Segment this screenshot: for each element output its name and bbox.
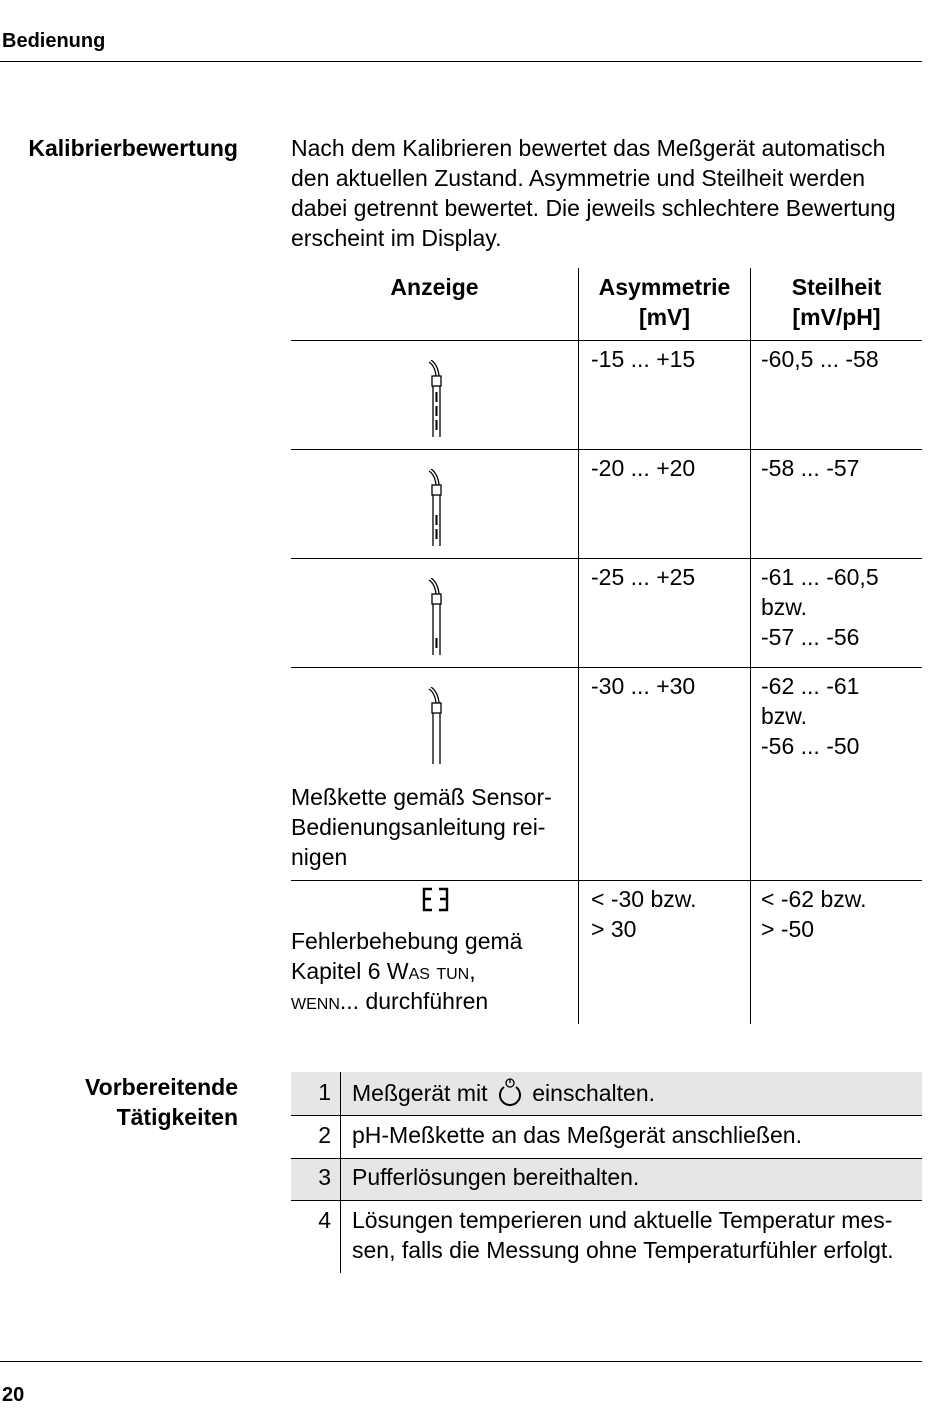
electrode-3-bars-icon	[425, 360, 447, 440]
preparation-label	[0, 1072, 238, 1132]
asymmetry-value	[591, 884, 696, 944]
step-row	[291, 1159, 922, 1200]
step-text-line: Lösungen temperieren und aktuelle Temperatur mes-	[352, 1207, 893, 1233]
slope-line: -61 ... -60,5	[761, 564, 879, 590]
note-line: Fehlerbehebung gemä	[291, 928, 523, 954]
calibration-table	[291, 268, 922, 1024]
slope-value	[761, 671, 859, 761]
asymmetry-line: > 30	[591, 916, 637, 942]
step-text	[352, 1205, 922, 1265]
asymmetry-value: -25 ... +25	[591, 564, 696, 590]
slope-value	[761, 562, 879, 652]
step-number: 1	[318, 1079, 331, 1105]
column-header-slope	[751, 272, 922, 332]
power-icon	[496, 1077, 524, 1107]
slope-line: < -62 bzw.	[761, 886, 867, 912]
note-line: nigen	[291, 844, 348, 870]
column-header-slope-line2: [mV/pH]	[792, 304, 881, 330]
note-text: ... durchführen	[339, 988, 489, 1014]
electrode-0-bars-icon	[425, 687, 447, 767]
column-header-slope-line1: Steilheit	[791, 274, 882, 300]
slope-line: -56 ... -50	[761, 733, 860, 759]
step-number: 3	[318, 1164, 331, 1190]
note-line	[291, 956, 576, 986]
calibration-intro: Nach dem Kalibrieren bewertet das Meßgerät automatisch den aktuellen Zustand. Asymmetrie und Steilheit werden dabei getrennt bewertet. Die jeweils schlechtere Bewertung erscheint im Display.	[291, 135, 896, 251]
preparation-label-line1: Vorbereitende	[85, 1074, 238, 1100]
row-divider	[291, 880, 922, 881]
row-divider	[291, 558, 922, 559]
row-divider	[291, 340, 922, 341]
note-text: Kapitel 6	[291, 958, 387, 984]
step-text: Pufferlösungen bereithalten.	[352, 1164, 640, 1190]
section-header: Bedienung	[2, 30, 106, 52]
asymmetry-value: -15 ... +15	[591, 346, 696, 372]
asymmetry-value: -20 ... +20	[591, 455, 696, 481]
chapter-reference: wenn	[291, 988, 340, 1014]
note-line: Meßkette gemäß Sensor-	[291, 784, 552, 810]
electrode-2-bars-icon	[425, 469, 447, 549]
column-header-asymmetry-line1: Asymmetrie	[598, 274, 731, 300]
step-number: 2	[318, 1122, 331, 1148]
step-number: 4	[318, 1207, 331, 1233]
header-rule	[0, 61, 922, 62]
chapter-reference: Was tun,	[386, 958, 476, 984]
row-divider	[291, 667, 922, 668]
note-line: Bedienungsanleitung rei-	[291, 814, 546, 840]
error-e3-icon	[422, 887, 450, 913]
slope-line: bzw.	[761, 594, 808, 620]
calibration-label: Kalibrierbewertung	[28, 135, 238, 161]
row-divider	[291, 449, 922, 450]
step-row	[291, 1072, 922, 1115]
slope-value: -60,5 ... -58	[761, 346, 879, 372]
page-number: 20	[2, 1384, 25, 1406]
step-text-line: sen, falls die Messung ohne Temperaturfühler erfolgt.	[352, 1237, 894, 1263]
step-text: pH-Meßkette an das Meßgerät anschließen.	[352, 1122, 802, 1148]
preparation-label-line2: Tätigkeiten	[116, 1104, 238, 1130]
column-divider	[578, 268, 579, 1024]
error-note	[291, 926, 576, 1016]
slope-line: -57 ... -56	[761, 624, 860, 650]
column-divider	[750, 268, 751, 1024]
footer-rule	[0, 1361, 922, 1362]
slope-value: -58 ... -57	[761, 455, 860, 481]
column-header-display: Anzeige	[390, 274, 479, 300]
slope-value	[761, 884, 866, 944]
cleaning-note	[291, 782, 576, 872]
electrode-1-bar-icon	[425, 578, 447, 658]
step-row	[291, 1116, 922, 1158]
slope-line: > -50	[761, 916, 815, 942]
column-header-asymmetry-line2: [mV]	[638, 304, 691, 330]
asymmetry-value: -30 ... +30	[591, 673, 696, 699]
note-line	[291, 986, 576, 1016]
slope-line: bzw.	[761, 703, 808, 729]
asymmetry-line: < -30 bzw.	[591, 886, 697, 912]
step-text-pre: Meßgerät mit	[352, 1080, 488, 1106]
step-text	[352, 1077, 922, 1108]
step-text-post: einschalten.	[532, 1080, 656, 1106]
column-divider	[340, 1072, 341, 1273]
step-row	[291, 1201, 922, 1273]
column-header-asymmetry	[579, 272, 750, 332]
slope-line: -62 ... -61	[761, 673, 860, 699]
